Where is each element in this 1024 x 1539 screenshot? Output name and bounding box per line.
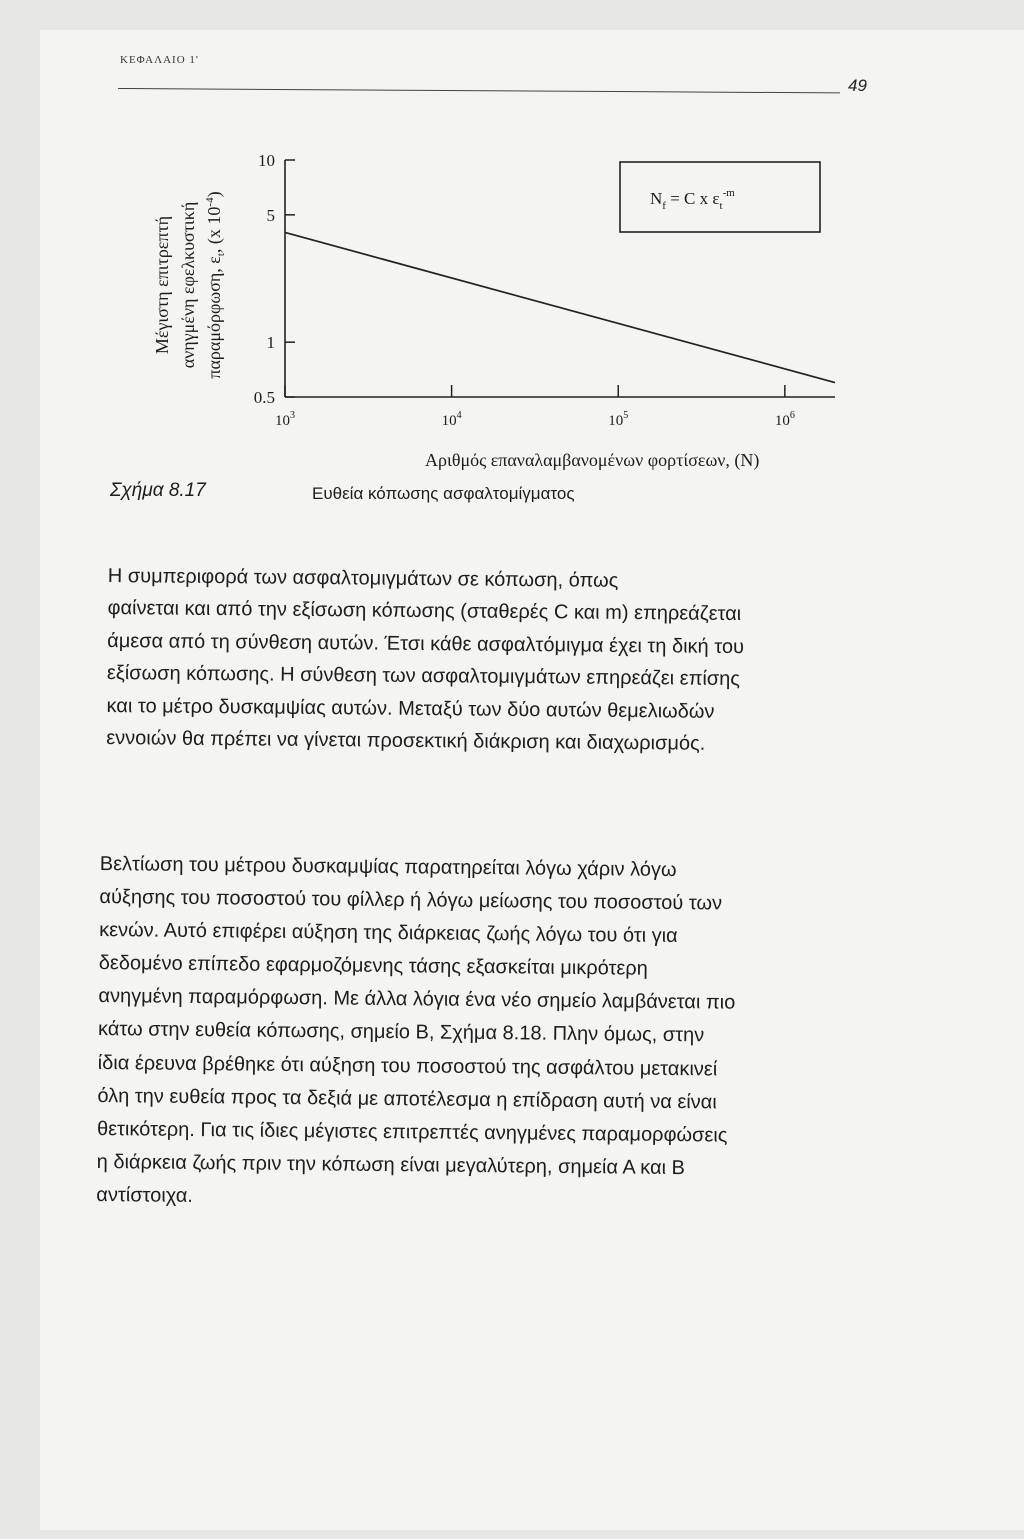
x-tick-base: 10 [275, 413, 290, 429]
chapter-header: ΚΕΦΑΛΑΙΟ 1' [120, 54, 199, 66]
text-line: κενών. Αυτό επιφέρει αύξηση της διάρκειας ζωής λόγω του ότι για [99, 919, 678, 948]
text-line: αύξησης του ποσοστού του φίλλερ ή λόγω μείωσης του ποσοστού των [99, 886, 723, 915]
x-tick-base: 10 [774, 413, 790, 429]
y-title-part: ανηγμένη εφελκυστική [178, 201, 198, 369]
page-number: 49 [848, 76, 867, 95]
figure-title: Ευθεία κόπωσης ασφαλτομίγματος [312, 484, 575, 503]
text-line: εννοιών θα πρέπει να γίνεται προσεκτική διάκριση και διαχωρισμός. [106, 726, 706, 755]
x-axis-ticks [275, 385, 795, 429]
x-axis-title: Αριθμός επαναλαμβανομένων φορτίσεων, (N) [425, 450, 760, 470]
x-tick-exp: 6 [789, 410, 795, 421]
y-title-part: ) [204, 191, 224, 198]
text-line: ίδια έρευνα βρέθηκε ότι αύξηση του ποσοστού της ασφάλτου μετακινεί [97, 1051, 718, 1081]
text-line: κάτω στην ευθεία κόπωσης, σημείο Β, Σχήμα 8.18. Πλην όμως, στην [97, 1018, 705, 1047]
text-line: ανηγμένη παραμόρφωση. Με άλλα λόγια ένα νέο σημείο λαμβάνεται πιο [98, 985, 736, 1015]
x-tick-exp: 3 [290, 410, 295, 421]
y-tick-label: 0.5 [253, 388, 275, 407]
text-line: φαίνεται και από την εξίσωση κόπωσης (σταθερές C και m) επηρεάζεται [107, 597, 742, 626]
y-title-line [178, 202, 198, 369]
text-line: δεδομένο επίπεδο εφαρμοζόμενης τάσης εξασκείται μικρότερη [98, 952, 648, 981]
y-tick-label: 10 [258, 151, 275, 170]
fatigue-chart [0, 0, 1024, 520]
figure-label: Σχήμα 8.17 [110, 480, 206, 501]
y-title-sup: -4 [204, 197, 216, 207]
y-tick-label: 5 [266, 205, 275, 225]
y-title-sep: , [204, 244, 224, 254]
text-line: Βελτίωση του μέτρου δυσκαμψίας παρατηρείται λόγω χάριν λόγω [99, 852, 677, 882]
y-title-sub: t [215, 253, 227, 257]
x-tick-label [775, 410, 795, 429]
y-title-part: (x 10 [204, 206, 224, 245]
y-title-line [204, 191, 227, 378]
x-tick-base: 10 [608, 413, 624, 429]
y-title-part: παραμόρφωση, ε [204, 256, 224, 379]
x-tick-label [608, 410, 628, 429]
y-title-part: Μέγιστη επιτρεπτή [152, 215, 172, 355]
y-title-line [152, 216, 172, 354]
x-tick-label [442, 410, 462, 429]
paragraph-1 [106, 560, 878, 762]
equation-legend-text: $N_f = C$ x $\varepsilon_t^{-m}$ [650, 187, 735, 212]
y-axis-ticks [254, 151, 295, 407]
paragraph-2 [96, 848, 860, 1220]
x-tick-exp: 4 [456, 410, 462, 421]
series-group [285, 232, 835, 382]
equation-box [620, 162, 820, 232]
text-line: άμεσα από τη σύνθεση αυτών. Έτσι κάθε ασφαλτόμιγμα έχει τη δική του [107, 629, 745, 658]
y-tick-label: 1 [266, 333, 275, 353]
x-tick-exp: 5 [623, 410, 629, 421]
text-line: και το μέτρο δυσκαμψίας αυτών. Μεταξύ των δύο αυτών θεμελιωδών [106, 694, 715, 723]
text-line: όλη την ευθεία προς τα δεξιά με αποτέλεσμα η επίδραση αυτή να είναι [97, 1084, 717, 1114]
text-line: αντίστοιχα. [96, 1183, 193, 1207]
text-line: Η συμπεριφορά των ασφαλτομιγμάτων σε κόπωση, όπως [107, 564, 619, 592]
x-tick-base: 10 [441, 413, 457, 429]
y-axis-title [152, 191, 227, 378]
text-line: η διάρκεια ζωής πριν την κόπωση είναι μεγαλύτερη, σημεία Α και Β [96, 1150, 686, 1179]
x-tick-label [275, 410, 295, 429]
text-line: θετικότερη. Για τις ίδιες μέγιστες επιτρεπτές ανηγμένες παραμορφώσεις [96, 1117, 728, 1147]
fatigue-line [285, 232, 835, 382]
text-line: εξίσωση κόπωσης. Η σύνθεση των ασφαλτομιγμάτων επηρεάζει επίσης [106, 662, 741, 691]
